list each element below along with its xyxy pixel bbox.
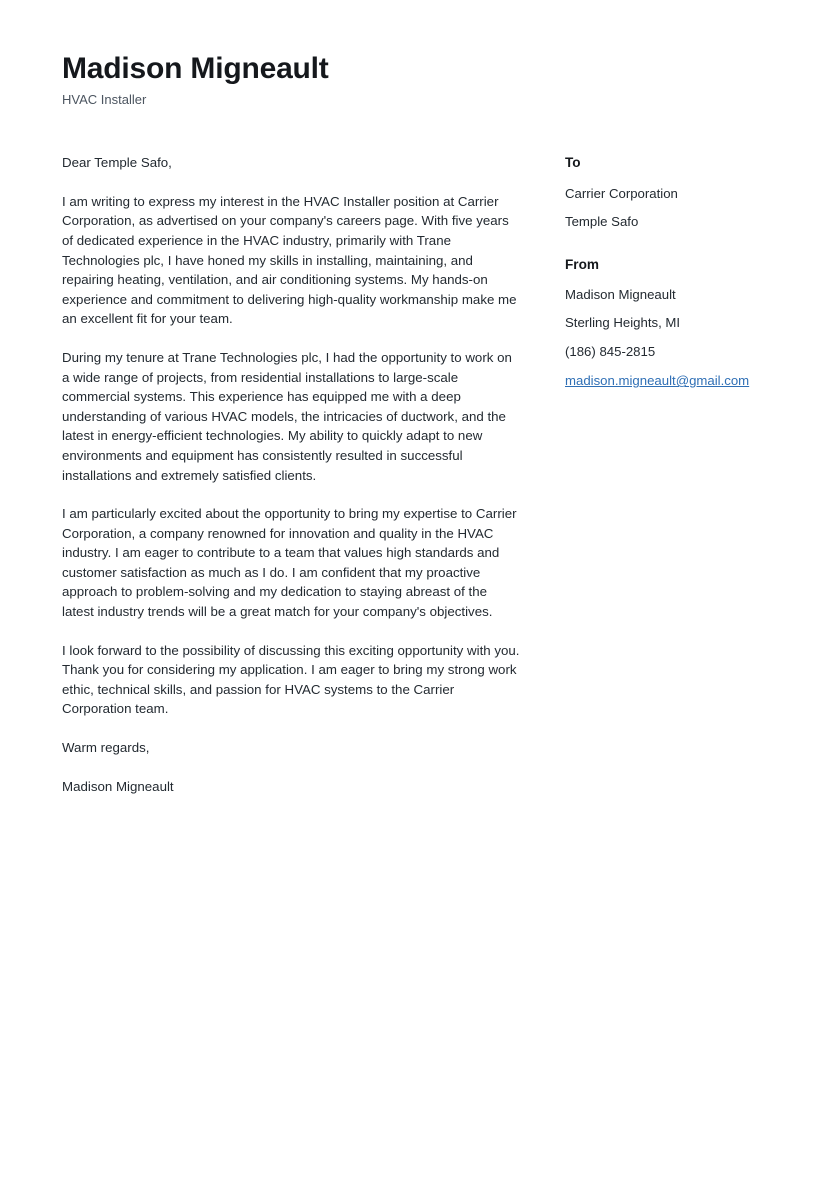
- recipient-block: [565, 155, 771, 230]
- sender-email-link[interactable]: madison.migneault@gmail.com: [565, 373, 750, 389]
- applicant-job-title: HVAC Installer: [62, 91, 147, 107]
- sender-block: [565, 257, 771, 391]
- letter-paragraph-2: During my tenure at Trane Technologies plc, I had the opportunity to work on a wide range of projects, from residential installations to large-scale commercial systems. This experience has equipped me with a deep understanding of various HVAC models, the intricacies of ductwork, and the latest in energy-efficient technologies. My ability to quickly adapt to new environments and equipment has consistently resulted in successful installations and extremely satisfied clients.: [62, 349, 512, 483]
- letter-paragraph-1: I am writing to express my interest in the HVAC Installer position at Carrier Corporation, as advertised on your company's careers page. With five years of dedicated experience in the HVAC industry, primarily with Trane Technologies plc, I have honed my skills in installing, maintaining, and repairing heating, ventilation, and air conditioning systems. My hands-on experience and commitment to delivering high-quality workmanship make me an excellent fit for your team.: [62, 193, 517, 327]
- letter-body-container: [62, 153, 771, 796]
- sender-heading: From: [565, 256, 599, 272]
- sender-location: Sterling Heights, MI: [565, 315, 681, 331]
- sender-name: Madison Migneault: [565, 286, 676, 302]
- letter-header: [62, 52, 771, 107]
- recipient-company: Carrier Corporation: [565, 185, 678, 201]
- letter-signature: Madison Migneault: [62, 778, 174, 794]
- recipient-contact: Temple Safo: [565, 214, 639, 229]
- sender-phone: (186) 845-2815: [565, 343, 656, 359]
- recipient-heading: To: [565, 155, 581, 171]
- applicant-name: Madison Migneault: [62, 52, 329, 85]
- letter-paragraph-3: I am particularly excited about the opportunity to bring my expertise to Carrier Corporation, a company renowned for innovation and quality in the HVAC industry. I am eager to contribute to a team that values high standards and customer satisfaction as much as I do. I am confident that my proactive approach to problem-solving and my dedication to staying abreast of the latest industry trends will be a great match for your company's objectives.: [62, 506, 517, 620]
- letter-text-column: [62, 153, 520, 796]
- letter-paragraph-4: I look forward to the possibility of discussing this exciting opportunity with you. Thank you for considering my application. I am eager to bring my strong work ethic, technical skills, and passion for HVAC systems to the Carrier Corporation team.: [62, 642, 520, 717]
- letter-salutation: Dear Temple Safo,: [62, 155, 172, 171]
- letter-meta-column: [520, 153, 771, 796]
- letter-closing: Warm regards,: [62, 740, 150, 756]
